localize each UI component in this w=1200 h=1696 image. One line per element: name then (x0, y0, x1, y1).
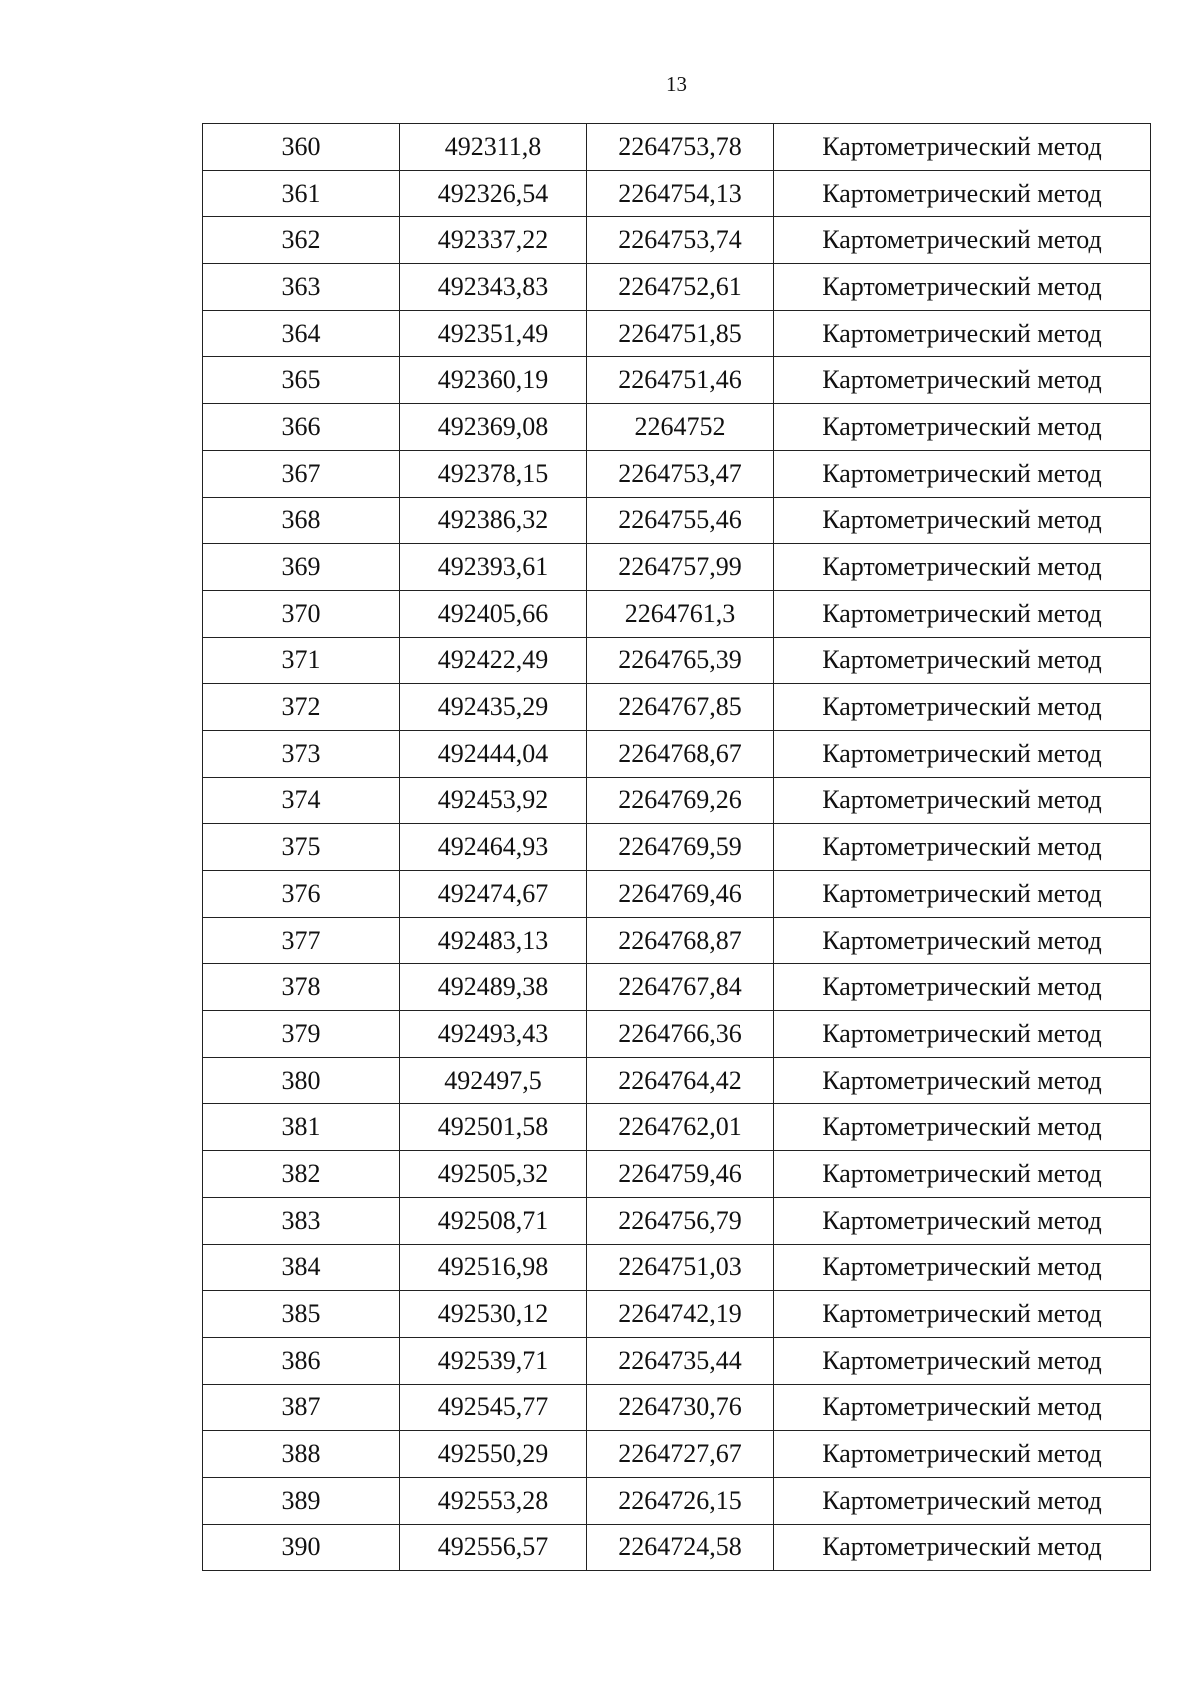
x-coordinate-cell: 492464,93 (400, 824, 587, 871)
method-cell: Картометрический метод (774, 357, 1151, 404)
method-cell: Картометрический метод (774, 917, 1151, 964)
y-coordinate-cell: 2264730,76 (587, 1384, 774, 1431)
coordinates-table-container (202, 123, 1151, 1571)
y-coordinate-cell: 2264742,19 (587, 1291, 774, 1338)
method-cell: Картометрический метод (774, 730, 1151, 777)
method-cell: Картометрический метод (774, 544, 1151, 591)
method-cell: Картометрический метод (774, 824, 1151, 871)
table-row (203, 544, 1151, 591)
point-number-cell: 374 (203, 777, 400, 824)
x-coordinate-cell: 492508,71 (400, 1197, 587, 1244)
method-cell: Картометрический метод (774, 1011, 1151, 1058)
x-coordinate-cell: 492453,92 (400, 777, 587, 824)
method-cell: Картометрический метод (774, 1244, 1151, 1291)
point-number-cell: 363 (203, 264, 400, 311)
table-row (203, 964, 1151, 1011)
method-cell: Картометрический метод (774, 1337, 1151, 1384)
table-row (203, 1057, 1151, 1104)
table-row (203, 357, 1151, 404)
table-row (203, 1104, 1151, 1151)
method-cell: Картометрический метод (774, 777, 1151, 824)
method-cell: Картометрический метод (774, 217, 1151, 264)
table-row (203, 1291, 1151, 1338)
x-coordinate-cell: 492360,19 (400, 357, 587, 404)
table-row (203, 1011, 1151, 1058)
table-row (203, 637, 1151, 684)
y-coordinate-cell: 2264766,36 (587, 1011, 774, 1058)
x-coordinate-cell: 492343,83 (400, 264, 587, 311)
table-row (203, 404, 1151, 451)
table-row (203, 1337, 1151, 1384)
y-coordinate-cell: 2264761,3 (587, 590, 774, 637)
point-number-cell: 361 (203, 170, 400, 217)
y-coordinate-cell: 2264727,67 (587, 1431, 774, 1478)
y-coordinate-cell: 2264751,03 (587, 1244, 774, 1291)
x-coordinate-cell: 492351,49 (400, 310, 587, 357)
point-number-cell: 371 (203, 637, 400, 684)
x-coordinate-cell: 492378,15 (400, 450, 587, 497)
x-coordinate-cell: 492337,22 (400, 217, 587, 264)
table-row (203, 450, 1151, 497)
method-cell: Картометрический метод (774, 590, 1151, 637)
point-number-cell: 373 (203, 730, 400, 777)
point-number-cell: 390 (203, 1524, 400, 1571)
y-coordinate-cell: 2264751,46 (587, 357, 774, 404)
table-row (203, 824, 1151, 871)
table-row (203, 170, 1151, 217)
point-number-cell: 362 (203, 217, 400, 264)
point-number-cell: 383 (203, 1197, 400, 1244)
method-cell: Картометрический метод (774, 1104, 1151, 1151)
table-row (203, 590, 1151, 637)
y-coordinate-cell: 2264765,39 (587, 637, 774, 684)
x-coordinate-cell: 492393,61 (400, 544, 587, 591)
x-coordinate-cell: 492422,49 (400, 637, 587, 684)
y-coordinate-cell: 2264762,01 (587, 1104, 774, 1151)
y-coordinate-cell: 2264756,79 (587, 1197, 774, 1244)
table-row (203, 917, 1151, 964)
point-number-cell: 384 (203, 1244, 400, 1291)
y-coordinate-cell: 2264753,78 (587, 124, 774, 171)
x-coordinate-cell: 492386,32 (400, 497, 587, 544)
table-row (203, 124, 1151, 171)
point-number-cell: 366 (203, 404, 400, 451)
method-cell: Картометрический метод (774, 1057, 1151, 1104)
method-cell: Картометрический метод (774, 310, 1151, 357)
point-number-cell: 376 (203, 871, 400, 918)
y-coordinate-cell: 2264764,42 (587, 1057, 774, 1104)
table-row (203, 1197, 1151, 1244)
method-cell: Картометрический метод (774, 1477, 1151, 1524)
x-coordinate-cell: 492505,32 (400, 1151, 587, 1198)
y-coordinate-cell: 2264769,26 (587, 777, 774, 824)
x-coordinate-cell: 492516,98 (400, 1244, 587, 1291)
method-cell: Картометрический метод (774, 124, 1151, 171)
point-number-cell: 388 (203, 1431, 400, 1478)
point-number-cell: 360 (203, 124, 400, 171)
x-coordinate-cell: 492497,5 (400, 1057, 587, 1104)
y-coordinate-cell: 2264768,87 (587, 917, 774, 964)
x-coordinate-cell: 492489,38 (400, 964, 587, 1011)
y-coordinate-cell: 2264753,47 (587, 450, 774, 497)
point-number-cell: 370 (203, 590, 400, 637)
method-cell: Картометрический метод (774, 450, 1151, 497)
point-number-cell: 365 (203, 357, 400, 404)
method-cell: Картометрический метод (774, 404, 1151, 451)
table-row (203, 264, 1151, 311)
y-coordinate-cell: 2264757,99 (587, 544, 774, 591)
x-coordinate-cell: 492545,77 (400, 1384, 587, 1431)
y-coordinate-cell: 2264726,15 (587, 1477, 774, 1524)
y-coordinate-cell: 2264752 (587, 404, 774, 451)
y-coordinate-cell: 2264767,85 (587, 684, 774, 731)
point-number-cell: 382 (203, 1151, 400, 1198)
table-row (203, 1477, 1151, 1524)
method-cell: Картометрический метод (774, 497, 1151, 544)
point-number-cell: 378 (203, 964, 400, 1011)
point-number-cell: 379 (203, 1011, 400, 1058)
y-coordinate-cell: 2264735,44 (587, 1337, 774, 1384)
x-coordinate-cell: 492483,13 (400, 917, 587, 964)
method-cell: Картометрический метод (774, 1431, 1151, 1478)
method-cell: Картометрический метод (774, 1197, 1151, 1244)
x-coordinate-cell: 492405,66 (400, 590, 587, 637)
point-number-cell: 368 (203, 497, 400, 544)
method-cell: Картометрический метод (774, 684, 1151, 731)
y-coordinate-cell: 2264751,85 (587, 310, 774, 357)
point-number-cell: 377 (203, 917, 400, 964)
point-number-cell: 386 (203, 1337, 400, 1384)
method-cell: Картометрический метод (774, 264, 1151, 311)
y-coordinate-cell: 2264755,46 (587, 497, 774, 544)
point-number-cell: 389 (203, 1477, 400, 1524)
table-row (203, 1244, 1151, 1291)
point-number-cell: 372 (203, 684, 400, 731)
table-row (203, 871, 1151, 918)
x-coordinate-cell: 492474,67 (400, 871, 587, 918)
table-row (203, 217, 1151, 264)
point-number-cell: 375 (203, 824, 400, 871)
coordinates-table (202, 123, 1151, 1571)
method-cell: Картометрический метод (774, 1151, 1151, 1198)
table-row (203, 1151, 1151, 1198)
x-coordinate-cell: 492326,54 (400, 170, 587, 217)
y-coordinate-cell: 2264767,84 (587, 964, 774, 1011)
table-row (203, 684, 1151, 731)
y-coordinate-cell: 2264753,74 (587, 217, 774, 264)
x-coordinate-cell: 492530,12 (400, 1291, 587, 1338)
table-row (203, 777, 1151, 824)
x-coordinate-cell: 492553,28 (400, 1477, 587, 1524)
point-number-cell: 380 (203, 1057, 400, 1104)
x-coordinate-cell: 492311,8 (400, 124, 587, 171)
method-cell: Картометрический метод (774, 1524, 1151, 1571)
x-coordinate-cell: 492444,04 (400, 730, 587, 777)
y-coordinate-cell: 2264769,46 (587, 871, 774, 918)
method-cell: Картометрический метод (774, 1291, 1151, 1338)
y-coordinate-cell: 2264754,13 (587, 170, 774, 217)
x-coordinate-cell: 492556,57 (400, 1524, 587, 1571)
table-row (203, 310, 1151, 357)
method-cell: Картометрический метод (774, 871, 1151, 918)
table-row (203, 1384, 1151, 1431)
point-number-cell: 369 (203, 544, 400, 591)
x-coordinate-cell: 492550,29 (400, 1431, 587, 1478)
x-coordinate-cell: 492539,71 (400, 1337, 587, 1384)
method-cell: Картометрический метод (774, 964, 1151, 1011)
point-number-cell: 381 (203, 1104, 400, 1151)
table-row (203, 1524, 1151, 1571)
x-coordinate-cell: 492435,29 (400, 684, 587, 731)
point-number-cell: 364 (203, 310, 400, 357)
y-coordinate-cell: 2264759,46 (587, 1151, 774, 1198)
x-coordinate-cell: 492501,58 (400, 1104, 587, 1151)
method-cell: Картометрический метод (774, 637, 1151, 684)
table-row (203, 497, 1151, 544)
y-coordinate-cell: 2264724,58 (587, 1524, 774, 1571)
point-number-cell: 385 (203, 1291, 400, 1338)
y-coordinate-cell: 2264769,59 (587, 824, 774, 871)
y-coordinate-cell: 2264752,61 (587, 264, 774, 311)
method-cell: Картометрический метод (774, 1384, 1151, 1431)
method-cell: Картометрический метод (774, 170, 1151, 217)
table-row (203, 730, 1151, 777)
point-number-cell: 387 (203, 1384, 400, 1431)
x-coordinate-cell: 492369,08 (400, 404, 587, 451)
page-number: 13 (666, 72, 687, 96)
y-coordinate-cell: 2264768,67 (587, 730, 774, 777)
point-number-cell: 367 (203, 450, 400, 497)
x-coordinate-cell: 492493,43 (400, 1011, 587, 1058)
coordinates-table-body (203, 124, 1151, 1571)
table-row (203, 1431, 1151, 1478)
